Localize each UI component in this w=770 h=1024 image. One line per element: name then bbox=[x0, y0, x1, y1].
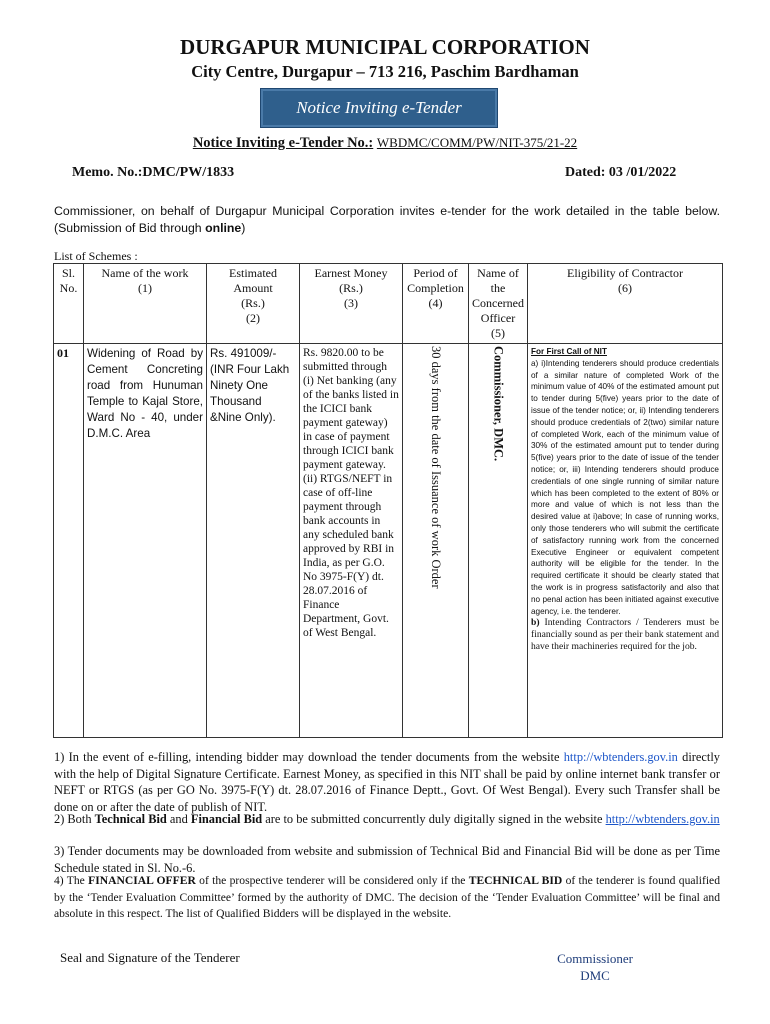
org-title: DURGAPUR MUNICIPAL CORPORATION bbox=[180, 35, 590, 59]
row-earnest: Rs. 9820.00 to be submitted through (i) Net banking (any of the banks listed in the ICICI bank payment gateway) in case of payment through ICICI bank payment gateway. (ii) RTGS/NEFT in case of off-line payment through bank accounts in any scheduled bank approved by RBI in India, as per G.O. No 3975-F(Y) dt. 28.07.2016 of Finance Department, Govt. of West Bengal. bbox=[300, 344, 403, 738]
header-eligibility: Eligibility of Contractor (6) bbox=[528, 264, 723, 344]
header-work: Name of the work (1) bbox=[84, 264, 207, 344]
paragraph-4: 4) The FINANCIAL OFFER of the prospective tenderer will be considered only if the TECHNICAL BID of the tenderer is found qualified by the ‘Tender Evaluation Committee’ formed by the authority of DMC. The decision of the ‘Tender Evaluation Committee’ will be final and absolute in this respect. The list of Qualified Bidders will be displayed in the website. bbox=[54, 874, 720, 920]
notice-date: Dated: 03 /01/2022 bbox=[565, 165, 677, 180]
notice-banner: Notice Inviting e-Tender bbox=[260, 88, 498, 128]
row-period: 30 days from the date of Issuance of work Order bbox=[429, 346, 443, 589]
schemes-table bbox=[53, 263, 723, 738]
table-header-row bbox=[54, 264, 723, 344]
header-earnest: Earnest Money (Rs.) (3) bbox=[300, 264, 403, 344]
intro-paragraph bbox=[54, 203, 720, 237]
header-officer: Name of the Concerned Officer (5) bbox=[469, 264, 528, 344]
header-sl: Sl. No. bbox=[54, 264, 84, 344]
row-work: Widening of Road by Cement Concreting road from Hunuman Temple to Kajal Store, Ward No - 40, under D.M.C. Area bbox=[84, 344, 207, 738]
commissioner-org: DMC bbox=[580, 968, 610, 983]
commissioner-title: Commissioner bbox=[557, 951, 633, 966]
intro-text: Commissioner, on behalf of Durgapur Municipal Corporation invites e-tender for the work detailed in the table below. (Submission of Bid through bbox=[54, 204, 720, 235]
paragraph-1: 1) In the event of e-filling, intending bidder may download the tender documents from the website http://wbtenders.gov.in directly with the help of Digital Signature Certificate. Earnest Money, as specified in this NIT shall be paid by online internet bank transfer or NEFT or RTGS (as per GO No. 3975-F(Y) dt. 28.07.2016 of Finance Deptt., Govt. Of West Bengal). Every such Transfer shall be done on or after the date of publish of NIT. bbox=[54, 750, 721, 814]
memo-number: Memo. No.:DMC/PW/1833 bbox=[72, 165, 235, 180]
notice-number-line bbox=[0, 135, 770, 152]
commissioner-signature bbox=[540, 950, 650, 984]
elig-b-label: b) bbox=[531, 617, 540, 629]
row-eligibility bbox=[528, 344, 723, 738]
row-officer-cell bbox=[469, 344, 528, 738]
notice-number: WBDMC/COMM/PW/NIT-375/21-22 bbox=[376, 135, 578, 150]
notice-label: Notice Inviting e-Tender No.: bbox=[192, 135, 374, 151]
header-period: Period of Completion (4) bbox=[403, 264, 469, 344]
table-row bbox=[54, 344, 723, 738]
paragraph-2: 2) Both Technical Bid and Financial Bid are to be submitted concurrently duly digitally signed in the website http://wbtenders.gov.in bbox=[54, 812, 720, 826]
header-amount: Estimated Amount (Rs.) (2) bbox=[207, 264, 300, 344]
row-sl: 01 bbox=[54, 344, 84, 738]
elig-title: For First Call of NIT bbox=[531, 347, 607, 356]
tenderer-signature-label: Seal and Signature of the Tenderer bbox=[60, 950, 240, 965]
elig-b-text: Intending Contractors / Tenderers must be financially sound as per their bank statement and have their machineries required for the job. bbox=[531, 617, 719, 652]
paragraph-3: 3) Tender documents may be downloaded from website and submission of Technical Bid and Financial Bid will be done as per Time Schedule stated in Sl. No.-6. bbox=[54, 844, 720, 875]
intro-end: ) bbox=[241, 221, 246, 235]
elig-body: a) i)Intending tenderers should produce credentials of a similar nature of completed Work of the minimum value of 40% of the estimated amount put to tender during 5(five) years prior to the date of issue of the tender notice; or, ii) Intending tenderers should produce credentials of 2(two) similar nature of completed Work, each of the minimum value of 30% of the estimated amount put to tender during 5(five) years prior to the date of issue of the tender notice; or, iii) Intending tenderers should produce credentials of one single running of similar nature which has been completed to the extent of 80% or more and value of which is not less than the desired value at i)above; In case of running works, only those tenderers who will submit the certificate of satisfactory running work from the concerned Executive Engineer or equivalent competent authority will be eligible for the tender. In the required certificate it should be clearly stated that the work is in progress satisfactorily and also that no penal action has been initiated against executive agency, i.e. the tenderer. bbox=[531, 358, 719, 616]
tender-site-link[interactable]: http://wbtenders.gov.in bbox=[563, 750, 678, 764]
row-amount: Rs. 491009/- (INR Four Lakh Ninety One Thousand &Nine Only). bbox=[207, 344, 300, 738]
list-label: List of Schemes : bbox=[54, 249, 138, 263]
tender-site-link-2[interactable]: http://wbtenders.gov.in bbox=[605, 812, 720, 826]
intro-bold: online bbox=[205, 221, 242, 235]
row-officer: Commissioner, DMC. bbox=[491, 346, 506, 462]
org-address: City Centre, Durgapur – 713 216, Paschim Bardhaman bbox=[191, 62, 579, 81]
elig-b bbox=[531, 617, 719, 652]
row-period-cell bbox=[403, 344, 469, 738]
